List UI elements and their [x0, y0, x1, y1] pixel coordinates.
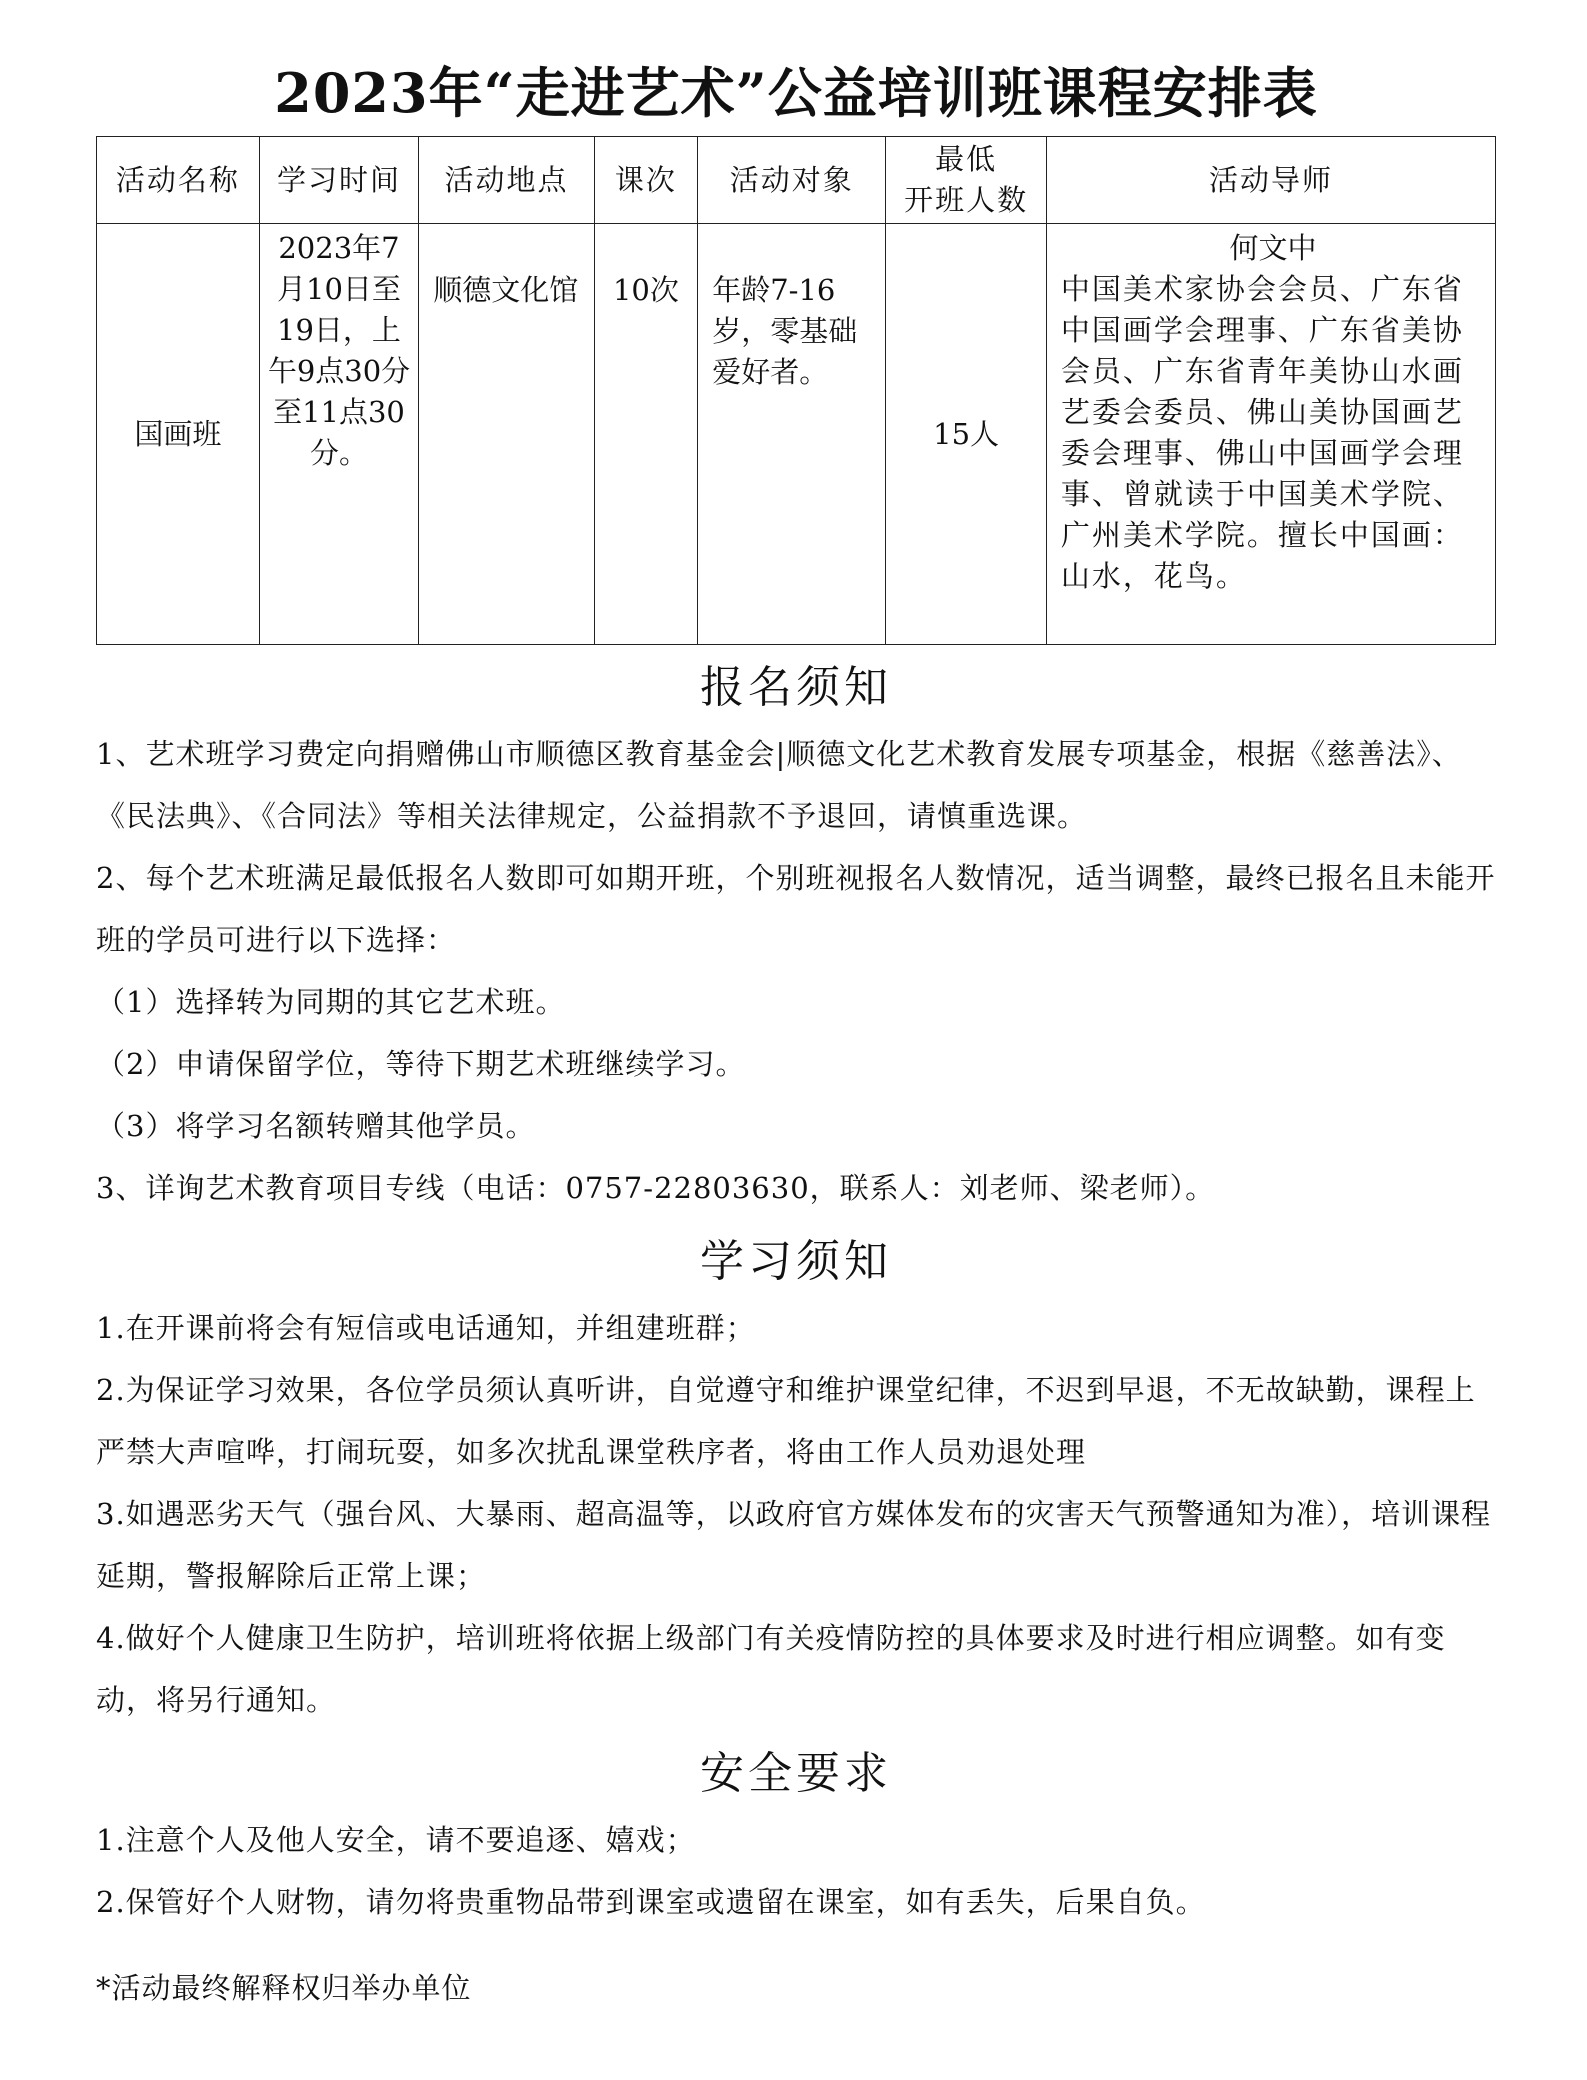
cell-min-enrollment: 15人 — [886, 224, 1047, 645]
header-min-line1: 最低 — [935, 142, 998, 176]
study-item-1: 1.在开课前将会有短信或电话通知，并组建班群； — [96, 1311, 756, 1345]
study-heading: 学习须知 — [700, 1236, 892, 1287]
footnote: *活动最终解释权归举办单位 — [96, 1971, 472, 2005]
registration-option-3: （3）将学习名额转赠其他学员。 — [96, 1109, 536, 1143]
page-title: 2023年“走进艺术”公益培训班课程安排表 — [274, 61, 1318, 125]
header-mentor: 活动导师 — [1046, 137, 1495, 224]
cell-location: 顺德文化馆 — [419, 224, 594, 645]
table-header-row — [97, 137, 1496, 224]
mentor-bio: 中国美术家协会会员、广东省中国画学会理事、广东省美协会员、广东省青年美协山水画艺委会委员、佛山美协国画艺委会理事、佛山中国画学会理事、曾就读于中国美术学院、广州美术学院。擅长中国画：山水，花鸟。 — [1060, 272, 1464, 593]
safety-item-2: 2.保管好个人财物，请勿将贵重物品带到课室或遗留在课室，如有丢失，后果自负。 — [96, 1885, 1206, 1919]
document-page — [96, 50, 1496, 1933]
header-location: 活动地点 — [419, 137, 594, 224]
header-min-line2: 开班人数 — [904, 183, 1029, 217]
cell-study-time: 2023年7月10日至19日，上午9点30分至11点30分。 — [259, 224, 419, 645]
safety-item-1: 1.注意个人及他人安全，请不要追逐、嬉戏； — [96, 1823, 696, 1857]
registration-item-3: 3、详询艺术教育项目专线（电话：0757-22803630，联系人：刘老师、梁老师）。 — [96, 1171, 1216, 1205]
cell-target: 年龄7-16岁，零基础爱好者。 — [698, 224, 886, 645]
header-activity-name: 活动名称 — [97, 137, 260, 224]
registration-item-1: 1、艺术班学习费定向捐赠佛山市顺德区教育基金会|顺德文化艺术教育发展专项基金，根据《慈善法》、《民法典》、《合同法》等相关法律规定，公益捐款不予退回，请慎重选课。 — [96, 737, 1462, 833]
cell-activity-name: 国画班 — [97, 224, 260, 645]
header-min-enrollment — [886, 137, 1047, 224]
registration-option-2: （2）申请保留学位，等待下期艺术班继续学习。 — [96, 1047, 746, 1081]
mentor-name: 何文中 — [1229, 231, 1317, 265]
registration-option-1: （1）选择转为同期的其它艺术班。 — [96, 985, 566, 1019]
header-target: 活动对象 — [698, 137, 886, 224]
header-study-time: 学习时间 — [259, 137, 419, 224]
table-row — [97, 224, 1496, 645]
registration-heading: 报名须知 — [700, 662, 892, 713]
course-schedule-table — [96, 136, 1496, 645]
study-item-4: 4.做好个人健康卫生防护，培训班将依据上级部门有关疫情防控的具体要求及时进行相应调整。如有变动，将另行通知。 — [96, 1621, 1446, 1717]
cell-mentor — [1046, 224, 1495, 645]
registration-item-2: 2、每个艺术班满足最低报名人数即可如期开班，个别班视报名人数情况，适当调整，最终已报名且未能开班的学员可进行以下选择： — [96, 861, 1496, 957]
cell-sessions: 10次 — [594, 224, 698, 645]
header-sessions: 课次 — [594, 137, 698, 224]
study-item-2: 2.为保证学习效果，各位学员须认真听讲，自觉遵守和维护课堂纪律，不迟到早退，不无故缺勤，课程上严禁大声喧哗，打闹玩耍，如多次扰乱课堂秩序者，将由工作人员劝退处理 — [96, 1373, 1476, 1469]
safety-heading: 安全要求 — [700, 1748, 892, 1799]
study-item-3: 3.如遇恶劣天气（强台风、大暴雨、超高温等，以政府官方媒体发布的灾害天气预警通知为准），培训课程延期，警报解除后正常上课； — [96, 1497, 1492, 1593]
